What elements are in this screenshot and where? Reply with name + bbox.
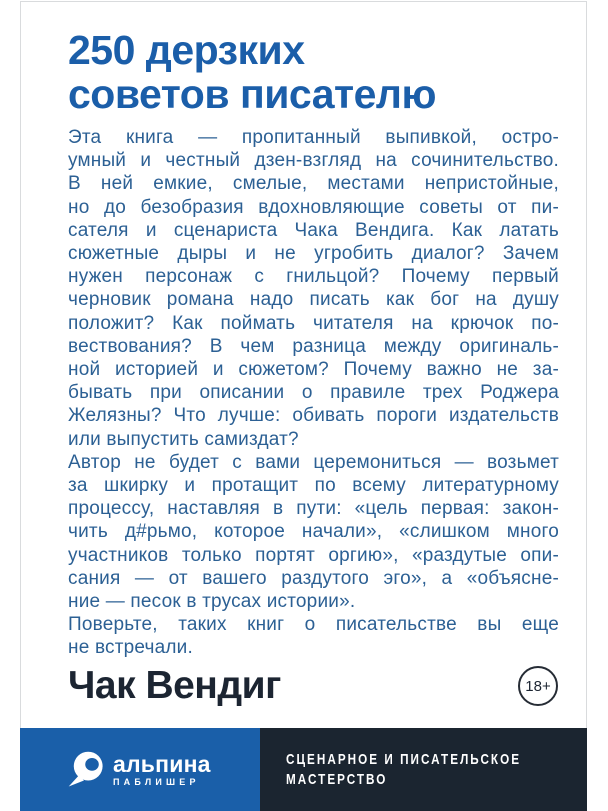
annotation-line: В ней емкие, смелые, местами непристойные, (68, 173, 559, 195)
annotation-text (68, 126, 559, 660)
annotation-line: вествования? В чем разница между оригиналь- (68, 335, 559, 357)
annotation-line: за шкирку и протащит по всему литературному (68, 475, 559, 497)
annotation-line: черновик романа надо писать как бог на душу (68, 289, 559, 311)
publisher-subtitle: ПАБЛИШЕР (113, 776, 200, 787)
annotation-line: участников только портят оргию», «раздутые опи- (68, 544, 559, 566)
annotation-line: положит? Как поймать читателя на крючок по- (68, 312, 559, 334)
age-rating-label: 18+ (525, 677, 551, 695)
publisher-bar (20, 728, 587, 811)
annotation-line: сателя и сценариста Чака Вендига. Как латать (68, 219, 559, 241)
annotation-line: сюжетные дыры и не угробить диалог? Зачем (68, 243, 559, 265)
author-name: Чак Вендиг (68, 664, 281, 707)
annotation-line: ной историей и сюжетом? Почему важно не за- (68, 359, 559, 381)
book-back-cover (20, 1, 587, 811)
age-rating-badge (518, 666, 558, 706)
annotation-line: или выпустить самиздат? (68, 428, 299, 450)
annotation-line: процессу, наставляя в пути: «цель первая: закон- (68, 498, 559, 520)
annotation-line: но до безобразия вдохновляющие советы от пи- (68, 196, 559, 218)
series-title-line-1: СЦЕНАРНОЕ И ПИСАТЕЛЬСКОЕ (285, 751, 521, 768)
annotation-line: сания — от вашего раздутого эго», а «объясне- (68, 567, 559, 589)
publisher-bar-left (20, 728, 260, 811)
annotation-line: ние — песок в трусах истории». (68, 591, 356, 613)
annotation-line: чить д#рьмо, которое начали», «слишком много (68, 521, 559, 543)
series-title-line-2: МАСТЕРСТВО (285, 770, 388, 788)
alpina-logo-icon (67, 748, 106, 791)
publisher-bar-right (260, 728, 587, 811)
publisher-logo (67, 748, 211, 791)
book-title-line-1: 250 дерзких (68, 27, 305, 73)
annotation-line: Эта книга — пропитанный выпивкой, остро- (68, 127, 559, 148)
author-row (68, 662, 558, 710)
annotation-line: умный и честный дзен-взгляд на сочинительство. (68, 150, 559, 172)
book-title-line-2: советов писателю (68, 71, 436, 117)
annotation-line: Поверьте, таких книг о писательстве вы еще (68, 614, 559, 636)
annotation-line: бывать при описании о правиле трех Роджера (68, 382, 559, 404)
publisher-logo-text (113, 752, 211, 788)
publisher-name: альпина (113, 750, 211, 777)
book-title (68, 28, 560, 116)
annotation-line: нужен персонаж с гнильцой? Почему первый (68, 266, 559, 288)
annotation-line: не встречали. (68, 637, 193, 659)
annotation-line: Автор не будет с вами церемониться — возьмет (68, 451, 559, 473)
annotation-line: Желязны? Что лучше: обивать пороги издательств (68, 405, 559, 427)
